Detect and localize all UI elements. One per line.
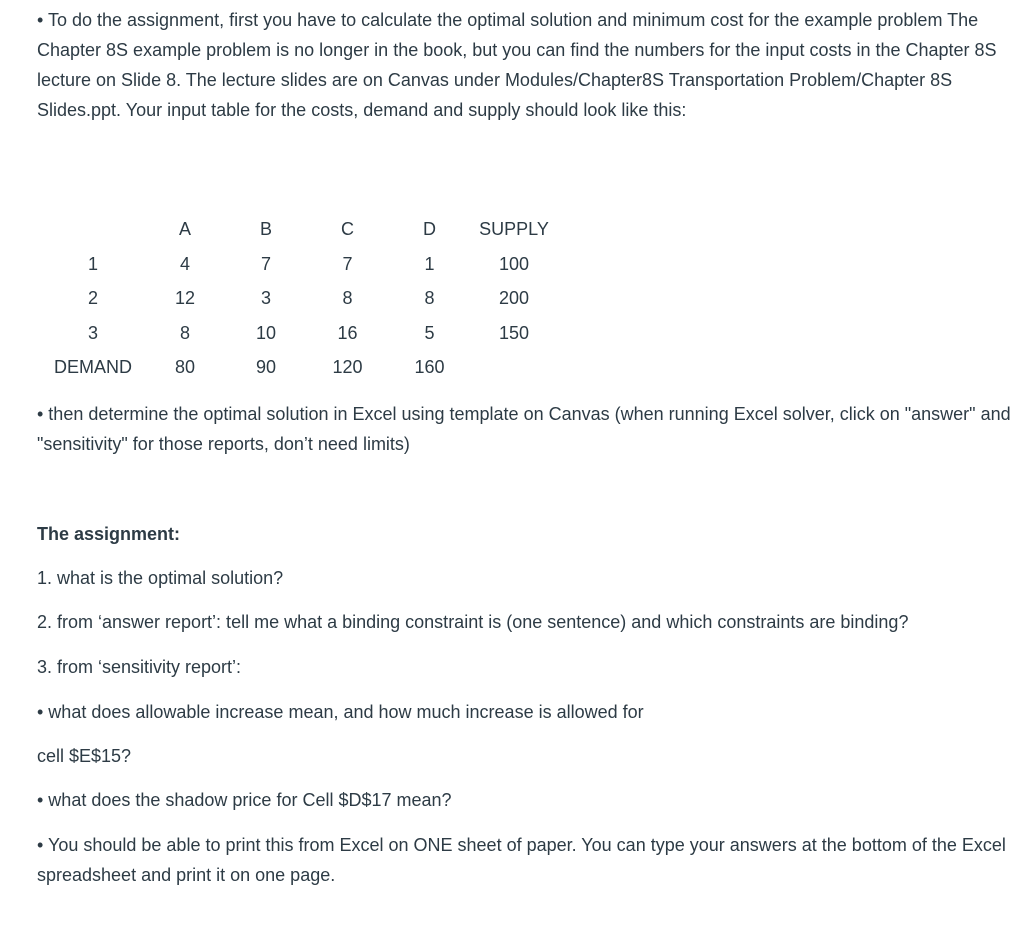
table-cell: 3 [87,322,98,343]
table-cell: 80 [174,357,196,378]
assignment-heading: The assignment: [37,524,181,544]
table-header-row [41,212,557,247]
question-2: 2. from ‘answer report’: tell me what a binding constraint is (one sentence) and which constraints are binding? [37,612,909,632]
table-cell: 5 [424,322,435,343]
table-cell: 3 [260,288,271,309]
table-header-cell: C [341,219,354,240]
table-cell: 10 [255,322,277,343]
table-cell: 4 [179,253,190,274]
table-header-cell: D [423,219,436,240]
table-cell: 7 [260,253,271,274]
table-cell [471,350,557,385]
table-row [41,281,557,316]
table-cell: 8 [179,322,190,343]
bullet-print-note: • You should be able to print this from Excel on ONE sheet of paper. You can type your answers at the bottom of the Excel spreadsheet and print it on one page. [37,835,1006,885]
question-3: 3. from ‘sensitivity report’: [37,657,242,677]
table-cell: 1 [424,253,435,274]
table-cell: 2 [87,288,98,309]
table-cell: 120 [332,357,363,378]
table-cell: 90 [255,357,277,378]
table-cell: 7 [342,253,353,274]
table-row [41,350,557,385]
table-header-cell: A [178,219,191,240]
table-cell: 1 [87,253,98,274]
table-header-cell: SUPPLY [479,219,549,240]
table-cell: 8 [424,288,435,309]
table-cell: 160 [414,357,445,378]
table-header-cell: B [259,219,272,240]
intro-paragraph: • To do the assignment, first you have to calculate the optimal solution and minimum cost for the example problem The Chapter 8S example problem is no longer in the book, but you can find the numbers for the input costs in the Chapter 8S lecture on Slide 8. The lecture slides are on Canvas under Modules/Chapter8S Transportation Problem/Chapter 8S Slides.ppt. Your input table for the costs, demand and supply should look like this: [37,10,997,120]
bullet-shadow-price: • what does the shadow price for Cell $D$17 mean? [37,790,452,810]
table-cell: 16 [337,322,358,343]
cost-table [41,212,557,385]
table-cell: 150 [498,322,530,343]
table-cell: 8 [342,288,353,309]
table-row [41,247,557,282]
table-cell: 200 [498,288,530,309]
bullet-allowable-increase: • what does allowable increase mean, and how much increase is allowed for [37,702,644,722]
solver-note-paragraph: • then determine the optimal solution in Excel using template on Canvas (when running Excel solver, click on "answer" and "sensitivity" for those reports, don’t need limits) [37,404,1011,454]
table-cell: 12 [174,288,196,309]
table-header-cell [41,212,145,247]
bullet-allowable-increase-cont: cell $E$15? [37,746,132,766]
table-row [41,316,557,351]
table-cell: 100 [498,253,530,274]
table-cell: DEMAND [53,357,132,378]
question-1: 1. what is the optimal solution? [37,568,284,588]
